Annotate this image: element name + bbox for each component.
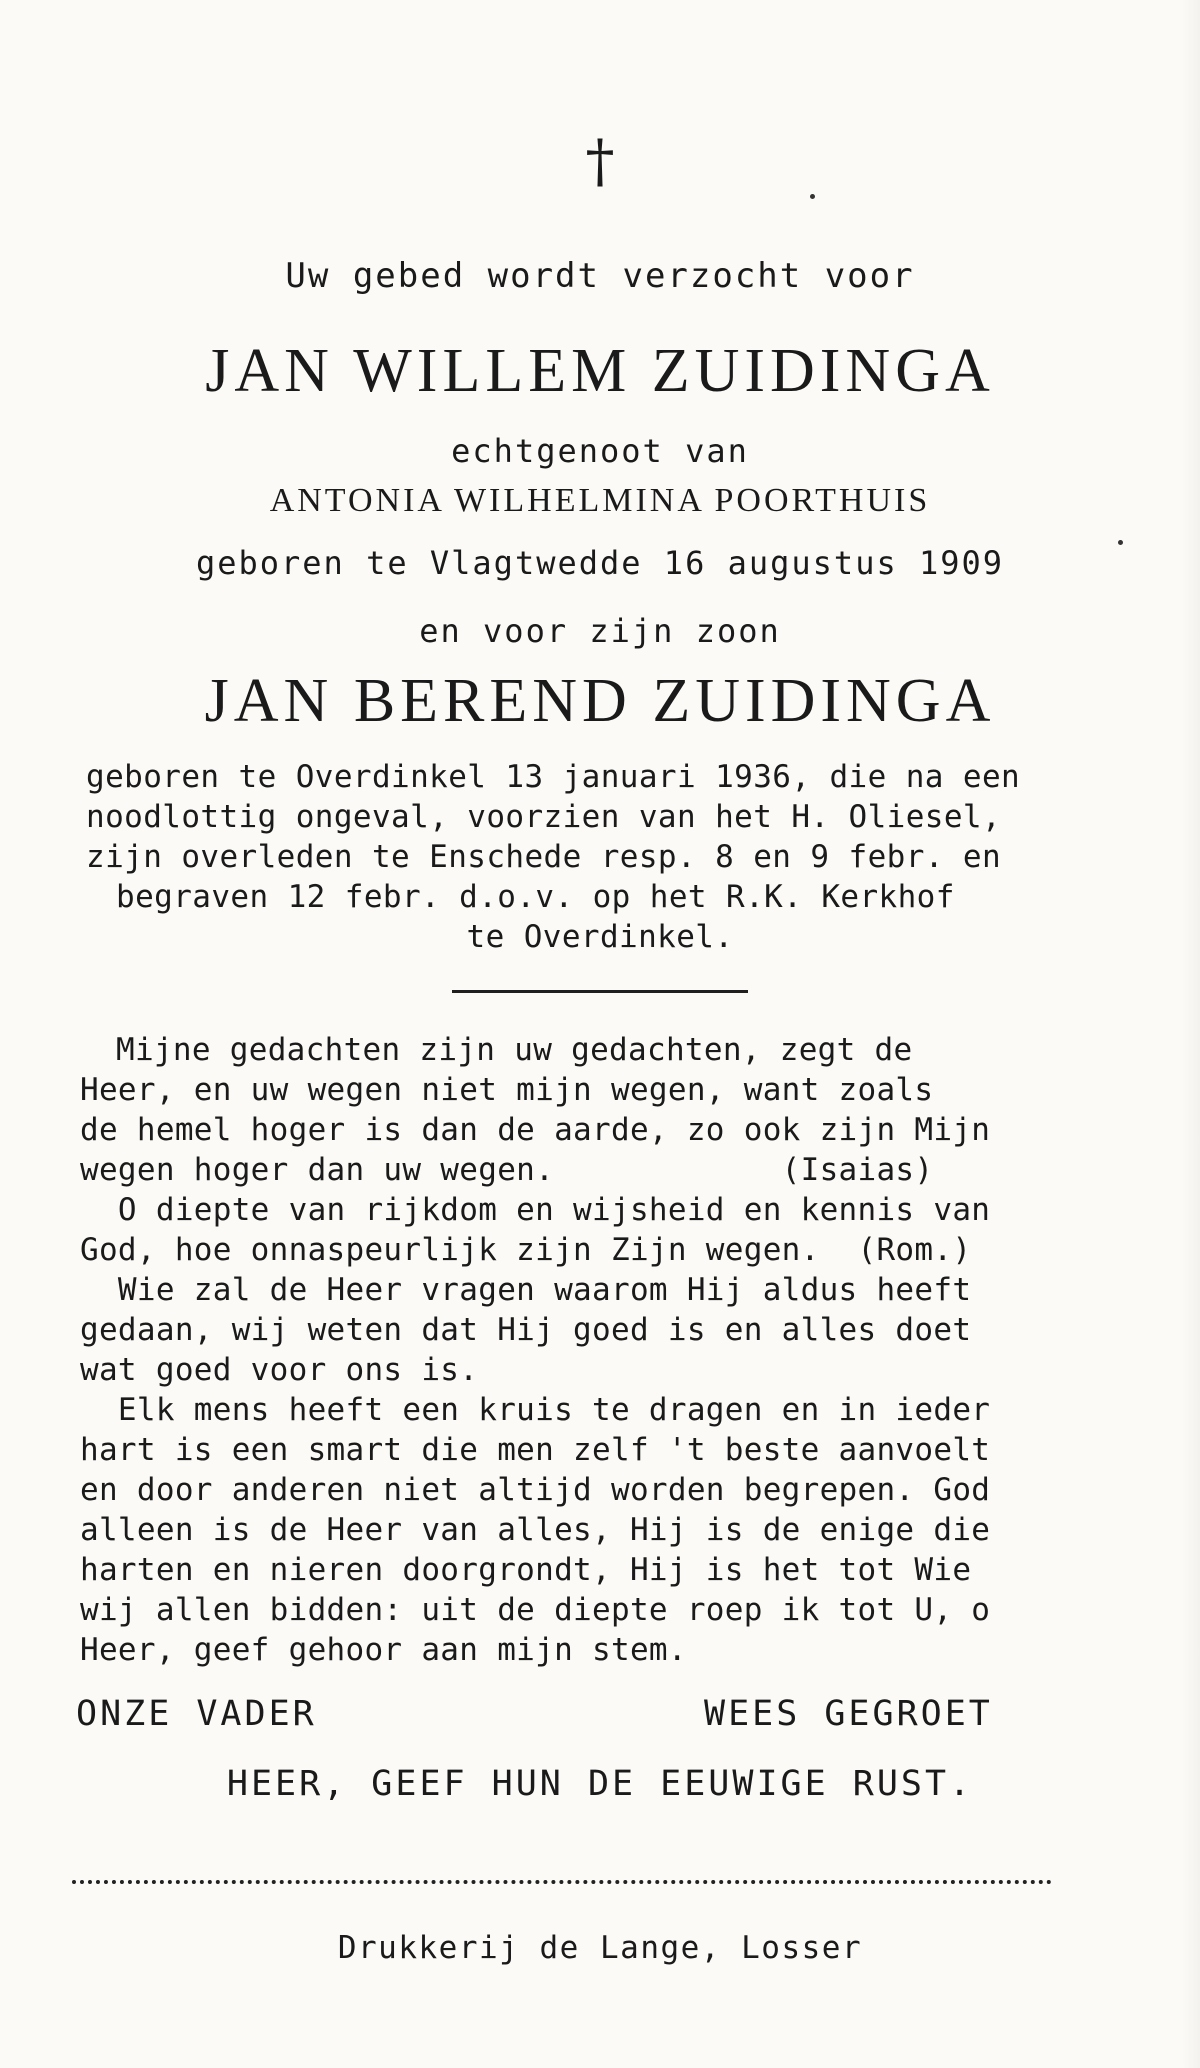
details-line: geboren te Overdinkel 13 januari 1936, die na een xyxy=(86,759,1021,795)
dotted-divider xyxy=(72,1880,1052,1884)
details-line: te Overdinkel. xyxy=(466,919,734,955)
verse-line: harten en nieren doorgrondt, Hij is het tot Wie xyxy=(80,1552,972,1588)
verse-line: Elk mens heeft een kruis te dragen en in ieder xyxy=(80,1392,991,1428)
verse-line: en door anderen niet altijd worden begrepen. God xyxy=(80,1472,991,1508)
spouse-name: ANTONIA WILHELMINA POORTHUIS xyxy=(269,482,931,519)
verse-line: Mijne gedachten zijn uw gedachten, zegt de xyxy=(116,1032,913,1068)
details-line: zijn overleden te Enschede resp. 8 en 9 febr. en xyxy=(86,839,1002,875)
details-line: begraven 12 febr. d.o.v. op het R.K. Kerkhof xyxy=(116,879,955,915)
cross-icon: † xyxy=(585,127,615,195)
verse-line: de hemel hoger is dan de aarde, zo ook zijn Mijn xyxy=(80,1112,991,1148)
verse-line: alleen is de Heer van alles, Hij is de enige die xyxy=(80,1512,991,1548)
verse-line: Wie zal de Heer vragen waarom Hij aldus heeft xyxy=(80,1272,972,1308)
divider-rule xyxy=(452,990,748,993)
verse-line: wij allen bidden: uit de diepte roep ik tot U, o xyxy=(80,1592,991,1628)
print-speck xyxy=(810,194,815,199)
verse-line: hart is een smart die men zelf 't beste aanvoelt xyxy=(80,1432,991,1468)
spouse-label: echtgenoot van xyxy=(451,432,749,470)
verse-line: wat goed voor ons is. xyxy=(80,1352,479,1388)
prayer-eternal-rest: HEER, GEEF HUN DE EEUWIGE RUST. xyxy=(226,1764,974,1804)
verse-line: Heer, en uw wegen niet mijn wegen, want zoals xyxy=(80,1072,934,1108)
deceased-name-son: JAN BEREND ZUIDINGA xyxy=(204,667,996,735)
deceased-name-father: JAN WILLEM ZUIDINGA xyxy=(205,337,995,405)
verse-line: O diepte van rijkdom en wijsheid en kennis van xyxy=(80,1192,991,1228)
and-son-label: en voor zijn zoon xyxy=(419,612,781,650)
print-speck xyxy=(1118,540,1123,545)
prayer-hail-mary: WEES GEGROET xyxy=(704,1694,993,1734)
verse-line: wegen hoger dan uw wegen. (Isaias) xyxy=(80,1152,934,1188)
details-line: noodlottig ongeval, voorzien van het H. Oliesel, xyxy=(86,799,1002,835)
verse-line: Heer, geef gehoor aan mijn stem. xyxy=(80,1632,687,1668)
intro-text: Uw gebed wordt verzocht voor xyxy=(285,256,915,296)
printer-credit: Drukkerij de Lange, Losser xyxy=(337,1930,863,1966)
verse-line: gedaan, wij weten dat Hij goed is en alles doet xyxy=(80,1312,972,1348)
father-birth-line: geboren te Vlagtwedde 16 augustus 1909 xyxy=(195,544,1005,582)
verse-line: God, hoe onnaspeurlijk zijn Zijn wegen. (Rom.) xyxy=(80,1232,972,1268)
prayer-our-father: ONZE VADER xyxy=(76,1694,317,1734)
